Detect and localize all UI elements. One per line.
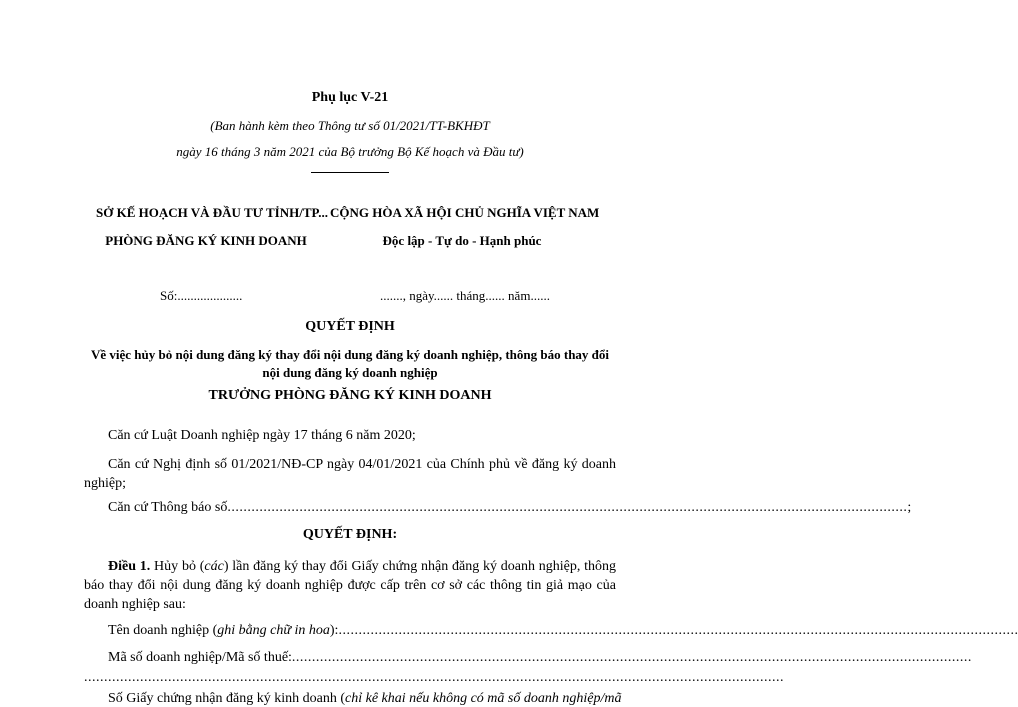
agency-name: SỞ KẾ HOẠCH VÀ ĐẦU TƯ TỈNH/TP...	[96, 205, 329, 220]
document-date: ......., ngày...... tháng...... năm......	[380, 288, 550, 303]
decision-authority: TRƯỞNG PHÒNG ĐĂNG KÝ KINH DOANH	[208, 388, 492, 403]
article-1-pre: Hủy bỏ (	[150, 559, 205, 574]
header-divider	[311, 172, 389, 173]
national-motto: Độc lập - Tự do - Hạnh phúc	[382, 233, 542, 248]
company-name-label: Tên doanh nghiệp (	[108, 623, 218, 638]
cert-number-label: Số Giấy chứng nhận đăng ký kinh doanh (	[108, 691, 345, 706]
office-name: PHÒNG ĐĂNG KÝ KINH DOANH	[105, 233, 307, 248]
country-name: CỘNG HÒA XÃ HỘI CHỦ NGHĨA VIỆT NAM	[330, 205, 600, 220]
basis-notice-label: Căn cứ Thông báo số	[108, 500, 228, 515]
decides-title: QUYẾT ĐỊNH:	[302, 527, 398, 542]
tax-code-field	[108, 650, 972, 666]
document-number: Số:....................	[160, 288, 243, 303]
decision-title: QUYẾT ĐỊNH	[305, 319, 395, 334]
decision-subject: Về việc hủy bỏ nội dung đăng ký thay đổi nội dung đăng ký doanh nghiệp, thông báo thay đổi nội dung đăng ký doanh nghiệp	[90, 347, 610, 380]
cert-number-hint: chỉ kê khai nếu không có mã số doanh nghiệp/mã	[345, 691, 622, 706]
basis-decree: Căn cứ Nghị định số 01/2021/NĐ-CP ngày 04/01/2021 của Chính phủ về đăng ký doanh nghiệp;	[84, 457, 616, 491]
issued-with-line1: (Ban hành kèm theo Thông tư số 01/2021/TT-BKHĐT	[210, 118, 490, 133]
company-name-close: ):	[329, 623, 339, 638]
article-1-label: Điều 1.	[108, 559, 151, 574]
cert-number-field	[108, 691, 621, 707]
company-name-hint: ghi bằng chữ in hoa	[217, 623, 330, 638]
company-name-field	[108, 623, 1018, 639]
basis-notice-end: ;	[907, 500, 912, 515]
basis-notice	[108, 500, 912, 516]
article-1-post: ) lần đăng ký thay đổi Giấy chứng nhận đăng ký doanh nghiệp, thông báo thay đổi nội dung đăng ký doanh nghiệp được cấp trên cơ sở các thông tin giả mạo của doanh nghiệp sau:	[84, 559, 617, 612]
article-1-italic: các	[204, 559, 224, 574]
company-name-dots: ..........................................................................................................................................................................	[338, 623, 1018, 638]
tax-code-dots: ..........................................................................................................................................................................	[291, 650, 972, 665]
basis-law: Căn cứ Luật Doanh nghiệp ngày 17 tháng 6 năm 2020;	[108, 428, 416, 443]
basis-notice-dots: ..........................................................................................................................................................................	[227, 500, 908, 515]
appendix-title: Phụ lục V-21	[311, 90, 389, 105]
continuation-dots: ...............................................................................................................................................................................	[84, 670, 784, 685]
article-1	[84, 557, 616, 614]
issued-with-line2: ngày 16 tháng 3 năm 2021 của Bộ trưởng Bộ Kế hoạch và Đầu tư)	[176, 144, 524, 159]
tax-code-label: Mã số doanh nghiệp/Mã số thuế:	[108, 650, 292, 665]
